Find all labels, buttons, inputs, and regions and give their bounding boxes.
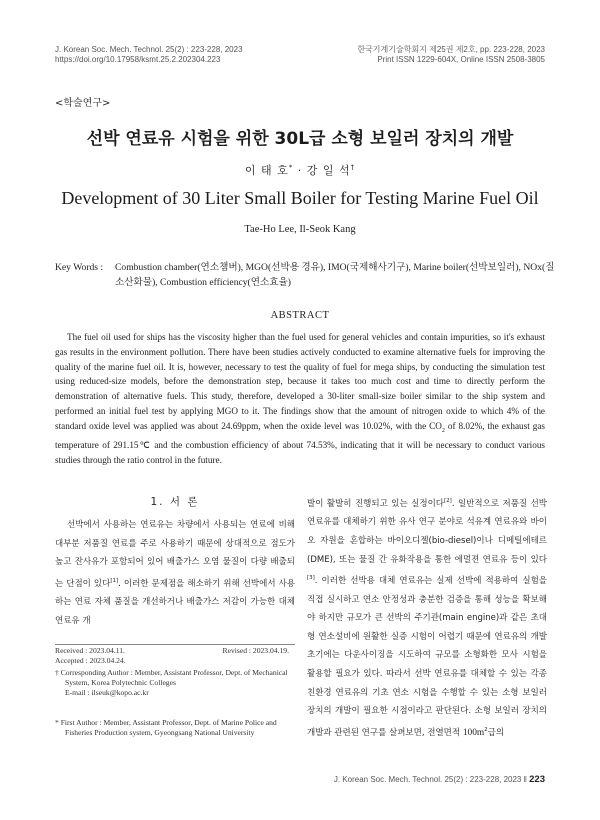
citation-ref[interactable]: [1]: [110, 577, 119, 584]
body-text: 선박에서 사용하는 연료유는 차량에서 사용되는 연료에 비해 대부분 저품질 연료를 주로 사용하기 때문에 상대적으로 점도가 높고 잔사유가 포함되어 있어 배출가스 오염 물질이 다량 배출되는 단점이 있다: [55, 520, 295, 589]
title-korean: 선박 연료유 시험을 위한 30L급 소형 보일러 장치의 개발: [86, 129, 514, 149]
abstract-text-2: of 8.02%, the exhaust gas temperature of 291.15℃ and the combustion efficiency of about 74.53%, indicating that it will be necessary to conduct various studies through the ratio control in the future.: [55, 420, 545, 466]
body-text: . 일반적으로 저품질 선박 연료유를 대체하기 위한 유사 연구 분야로 석유계 연료유와 바이오 자원을 혼합하는 바이오디젤(bio-diesel)이나 디메틸에테르(DME), 또는 물질 간 유화작용을 통한 에멀젼 연료유 등이 있다: [307, 498, 548, 565]
revised-date: Revised : 2023.04.19.: [222, 646, 289, 655]
author-name-2: 강 일 석: [306, 164, 351, 177]
keywords: [55, 260, 555, 290]
footnote-divider: [55, 644, 295, 645]
article-dates: [55, 646, 295, 666]
body-text: . 이러한 선박용 대체 연료유는 실제 선박에 적용하여 실험을 직접 실시하고 연소 안정성과 충분한 검증을 통해 성능을 확보해야 하지만 규모가 큰 선박의 주기관(main engine)과 같은 초대형 연소설비에 원활한 실증 시험이 어렵기 때문에 연료유의 개발 초기에는 다운사이징을 시도하여 규모를 소형화한 모사 시험을 활용할 필요가 있다. 따라서 선박 연료유를 대체할 수 있는 각종 친환경 연료유의 기초 연소 시험을 수행할 수 있는 소형 보일러 장치의 개발이 필요한 시점이라고 판단된다. 소형 보일러 장치의 개발과 관련된 연구를 살펴보면, 전열면적: [307, 576, 547, 738]
body-text: 급의: [487, 727, 505, 738]
title-english: Development of 30 Liter Small Boiler for Testing Marine Fuel Oil: [61, 188, 539, 208]
received-date: Received : 2023.04.11.: [55, 646, 125, 655]
journal-citation: J. Korean Soc. Mech. Technol. 25(2) : 223-228, 2023: [55, 45, 243, 54]
page-number: 223: [529, 774, 545, 785]
section-label: <학술연구>: [55, 98, 111, 109]
citation-ref[interactable]: [2]: [444, 498, 452, 504]
first-author-note: * First Author : Member, Assistant Professor, Dept. of Marine Police and Fisheries Production system, Gyeongsang National University: [55, 718, 277, 738]
issn-info: Print ISSN 1229-604X, Online ISSN 2508-3805: [377, 55, 545, 64]
abstract-body: [55, 330, 545, 468]
author-name-1: 이 태 호: [244, 164, 289, 177]
keywords-value: Combustion chamber(연소챔버), MGO(선박용 경유), IMO(국제해사기구), Marine boiler(선박보일러), NOx(질소산화물), Combustion efficiency(연소효율): [115, 262, 555, 288]
doi-link[interactable]: https://doi.org/10.17958/ksmt.25.2.202304.223: [55, 55, 221, 64]
page-footer: [334, 774, 545, 785]
authors-korean: [0, 162, 600, 178]
introduction-heading: 1. 서 론: [150, 496, 200, 508]
corresponding-author-note: [55, 668, 295, 699]
body-text: 발이 활발히 진행되고 있는 실정이다: [307, 498, 445, 509]
unit-superscript: 2: [484, 726, 488, 733]
abstract-title: ABSTRACT: [270, 310, 330, 321]
body-text: . 이러한 문제점을 해소하기 위해 선박에서 사용하는 연료 자체 품질을 개선하거나 배출가스 저감이 가능한 대체 연료유 개: [55, 578, 295, 626]
footer-citation: J. Korean Soc. Mech. Technol. 25(2) : 223-228, 2023 ‖: [333, 775, 530, 784]
body-text-unit: 100m: [462, 727, 485, 738]
citation-ref[interactable]: [3]: [307, 575, 315, 582]
keywords-label: Key Words :: [55, 262, 104, 273]
author-mark-2: †: [350, 163, 356, 172]
journal-citation-korean: 한국기계기술학회지 제25권 제2호, pp. 223-228, 2023: [357, 45, 545, 54]
author-mark-1: *: [288, 163, 294, 172]
body-column-right: [307, 492, 547, 742]
author-separator: ·: [293, 164, 307, 177]
accepted-date: Accepted : 2023.04.24.: [55, 656, 126, 666]
body-column-left: [55, 516, 295, 630]
corresponding-author-text: † Corresponding Author : Member, Assistant Professor, Dept. of Mechanical System, Korea Polytechnic Colleges: [55, 668, 288, 688]
authors-english: Tae-Ho Lee, Il-Seok Kang: [244, 224, 356, 235]
abstract-subscript: 2: [441, 427, 445, 434]
author-email[interactable]: E-mail : ilseuk@kopo.ac.kr: [65, 688, 149, 698]
abstract-text-1: The fuel oil used for ships has the viscosity higher than the fuel used for general vehicles and contain impurities, so it's exhaust gas results in the environment pollution. There have been studies actively conducted to examine alternative fuels for improving the quality of the marine fuel oil. It is, however, necessary to test the quality of fuel for mega ships, by conducting the simulation test using reduced-size models, before the demonstration step, because it takes too much cost and time to directly perform the demonstration of alternative fuels. This study, therefore, developed a 30-liter small-size boiler similar to the ship system and performed an initial fuel test by applying MGO to it. The findings show that the amount of nitrogen oxide to which 4% of the standard oxide level was applied was about 24.69ppm, when the oxide level was 10.02%, with the CO: [55, 332, 545, 431]
